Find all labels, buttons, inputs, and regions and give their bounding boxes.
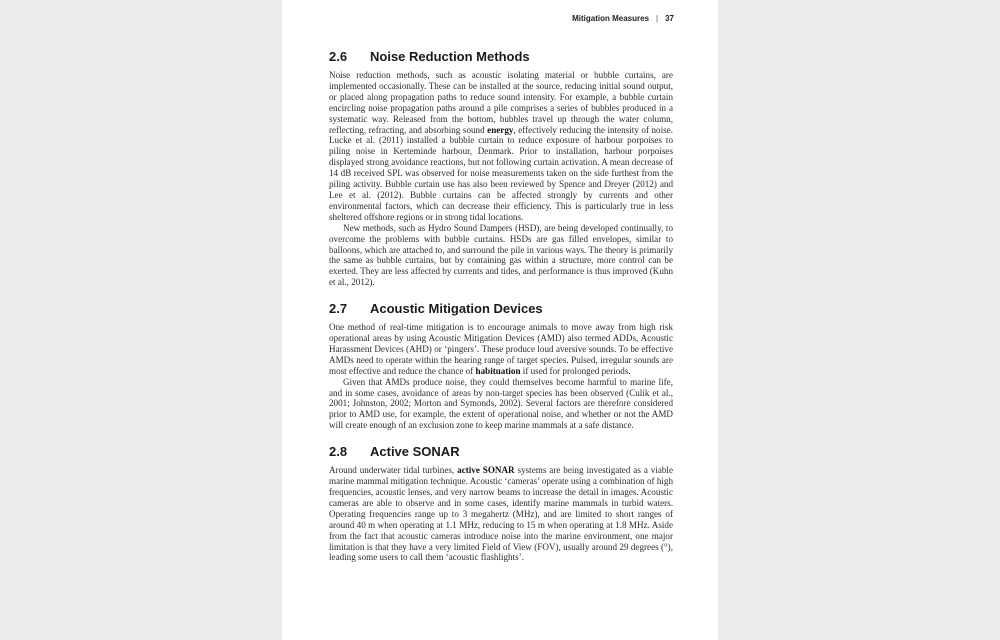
section-heading — [329, 444, 673, 460]
section-2-7 — [329, 301, 673, 431]
section-heading — [329, 301, 673, 317]
header-separator: | — [656, 14, 659, 23]
text-run: Noise reduction methods, such as acoustic isolating material or bubble curtains, are implemented occasionally. These can be installed at the source, reducing initial sound output, or placed along propagation paths to reduce sound intensity. For example, a bubble curtain encircling noise propagation paths around a pile comprises a series of bubbles produced in a systematic way. Released from the bottom, bubbles travel up through the water column, reflecting, refracting, and absorbing sound — [329, 70, 673, 135]
text-run: One method of real-time mitigation is to encourage animals to move away from high risk operational areas by using Acoustic Mitigation Devices (AMD) also termed ADDs, Acoustic Harassment Devices (AHD) or ‘pingers’. These produce loud aversive sounds. To be effective AMDs need to operate within the hearing range of target species. Pulsed, irregular sounds are most effective and reduce the chance of — [329, 322, 673, 376]
section-title: Active SONAR — [370, 444, 460, 460]
text-run: Given that AMDs produce noise, they could themselves become harmful to marine life, and in some cases, avoidance of areas by non-target species has been observed (Culik et al., 2001; Johnston, 2002; Morton and Symonds, 2002). Several factors are therefore considered prior to AMD use, for example, the extent of operational noise, and whether or not the AMD will create enough of an exclusion zone to keep marine mammals at a safe distance. — [329, 376, 673, 431]
section-number: 2.8 — [329, 444, 348, 460]
section-title: Noise Reduction Methods — [370, 49, 530, 64]
section-2-6 — [329, 49, 673, 288]
bold-term: habituation — [475, 365, 521, 376]
bold-term: active SONAR — [457, 465, 515, 476]
bold-term: energy — [487, 124, 514, 135]
running-title: Mitigation Measures — [572, 14, 650, 23]
section-2-8 — [329, 444, 673, 563]
page-number: 37 — [665, 14, 674, 23]
section-number: 2.7 — [329, 301, 348, 317]
text-run: if used for prolonged periods. — [520, 365, 631, 376]
section-heading — [329, 49, 673, 65]
running-header — [572, 14, 674, 23]
text-run: New methods, such as Hydro Sound Dampers (HSD), are being developed continually, to overcome the problems with bubble curtains. HSDs are gas filled envelopes, similar to balloons, which are attached to, and surround the pile in various ways. The theory is primarily the same as bubble curtains, but by containing gas within a structure, more control can be exerted. They are less affected by currents and tides, and performance is thus improved (Kuhn et al., 2012). — [329, 222, 673, 288]
document-page — [282, 0, 718, 640]
paragraph — [329, 223, 673, 288]
paragraph — [329, 322, 673, 377]
text-run: Around underwater tidal turbines, — [329, 465, 458, 476]
paragraph — [329, 465, 673, 563]
paragraph — [329, 377, 673, 432]
text-run: systems are being investigated as a viable marine mammal mitigation technique. Acoustic ‘cameras’ operate using a combination of high frequencies, acoustic lenses, and very narrow beams to increase the detail in images. Acoustic cameras are able to observe and in some cases, identify marine mammals in turbid waters. Operating frequencies range up to 3 megahertz (MHz), and are limited to short ranges of around 40 m when operating at 1.1 MHz, reducing to 15 m when operating at 1.8 MHz. Aside from the fact that acoustic cameras introduce noise into the marine environment, one major limitation is that they have a very limited Field of View (FOV), usually around 29 degrees (°), leading some users to call them ‘acoustic flashlights’. — [329, 465, 673, 563]
section-title: Acoustic Mitigation Devices — [370, 301, 543, 317]
page-content — [329, 49, 673, 563]
section-number: 2.6 — [329, 49, 348, 64]
text-run: , effectively reducing the intensity of noise. Lucke et al. (2011) installed a bubble curtain to reduce exposure of harbour porpoises to piling noise in Kerteminde harbour, Denmark. Prior to installation, harbour porpoises displayed strong avoidance reactions, but not following curtain activation. A mean decrease of 14 dB received SPL was observed for noise measurements taken on the side furthest from the piling activity. Bubble curtain use has also been reviewed by Spence and Dreyer (2012) and Lee et al. (2012). Bubble curtains can be affected strongly by currents and other environmental factors, which can decrease their efficiency. This is particularly true in less sheltered offshore regions or in strong tidal locations. — [329, 124, 673, 222]
paragraph — [329, 70, 673, 223]
